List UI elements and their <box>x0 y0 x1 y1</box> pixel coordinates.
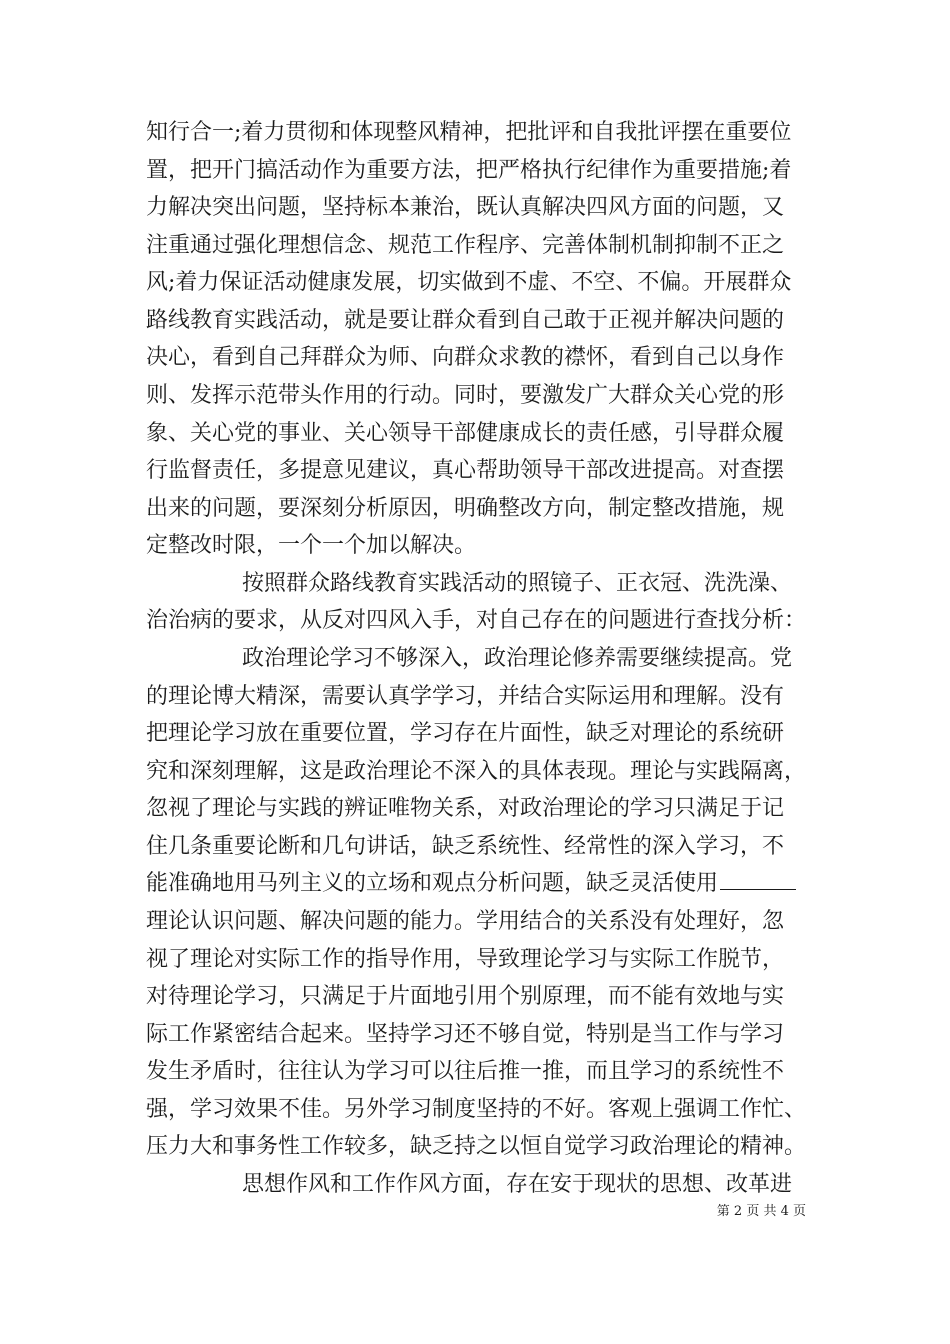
text-line: 定整改时限，一个一个加以解决。 <box>146 533 477 558</box>
text-line: 治治病的要求，从反对四风入手，对自己存在的问题进行查找分析： <box>146 608 806 633</box>
text-line: 力解决突出问题，坚持标本兼治，既认真解决四风方面的问题，又 <box>146 195 785 220</box>
text-line: 置，把开门搞活动作为重要方法，把严格执行纪律作为重要措施;着 <box>146 158 792 183</box>
text-line: 决心，看到自己拜群众为师、向群众求教的襟怀，看到自己以身作 <box>146 345 785 370</box>
text-line: 知行合一;着力贯彻和体现整风精神，把批评和自我批评摆在重要位 <box>146 120 792 145</box>
text-line: 按照群众路线教育实践活动的照镜子、正衣冠、洗洗澡、 <box>242 571 793 596</box>
text-line: 究和深刻理解，这是政治理论不深入的具体表现。理论与实践隔离， <box>146 759 806 784</box>
text-line: 际工作紧密结合起来。坚持学习还不够自觉，特别是当工作与学习 <box>146 1022 785 1047</box>
text-line: 出来的问题，要深刻分析原因，明确整改方向，制定整改措施，规 <box>146 496 785 521</box>
text-line: 则、发挥示范带头作用的行动。同时，要激发广大群众关心党的形 <box>146 383 785 408</box>
text-line: 压力大和事务性工作较多，缺乏持之以恒自觉学习政治理论的精神。 <box>146 1134 806 1159</box>
text-line: 注重通过强化理想信念、规范工作程序、完善体制机制抑制不正之 <box>146 233 785 258</box>
text-line: 风;着力保证活动健康发展，切实做到不虚、不空、不偏。开展群众 <box>146 270 792 295</box>
text-line: 视了理论对实际工作的指导作用，导致理论学习与实际工作脱节， <box>146 947 785 972</box>
text-line: 能准确地用马列主义的立场和观点分析问题，缺乏灵活使用 <box>146 869 806 899</box>
text-line: 强，学习效果不佳。另外学习制度坚持的不好。客观上强调工作忙、 <box>146 1097 806 1122</box>
text-line: 住几条重要论断和几句讲话，缺乏系统性、经常性的深入学习，不 <box>146 834 785 859</box>
text-line: 忽视了理论与实践的辨证唯物关系，对政治理论的学习只满足于记 <box>146 796 785 821</box>
text-line: 象、关心党的事业、关心领导干部健康成长的责任感，引导群众履 <box>146 421 785 446</box>
text-line: 把理论学习放在重要位置，学习存在片面性，缺乏对理论的系统研 <box>146 721 785 746</box>
fill-in-blank <box>720 871 796 890</box>
text-line: 路线教育实践活动，就是要让群众看到自己敢于正视并解决问题的 <box>146 308 785 333</box>
text-line: 对待理论学习，只满足于片面地引用个别原理，而不能有效地与实 <box>146 984 785 1009</box>
text-line: 思想作风和工作作风方面，存在安于现状的思想、改革进 <box>242 1172 793 1197</box>
text-line: 行监督责任，多提意见建议，真心帮助领导干部改进提高。对查摆 <box>146 458 785 483</box>
text-line: 的理论博大精深，需要认真学学习，并结合实际运用和理解。没有 <box>146 684 785 709</box>
text-line: 理论认识问题、解决问题的能力。学用结合的关系没有处理好，忽 <box>146 909 785 934</box>
page-number: 第 2 页 共 4 页 <box>716 1204 806 1219</box>
text-line: 政治理论学习不够深入，政治理论修养需要继续提高。党 <box>242 646 793 671</box>
text-line: 发生矛盾时，往往认为学习可以往后推一推，而且学习的系统性不 <box>146 1059 785 1084</box>
